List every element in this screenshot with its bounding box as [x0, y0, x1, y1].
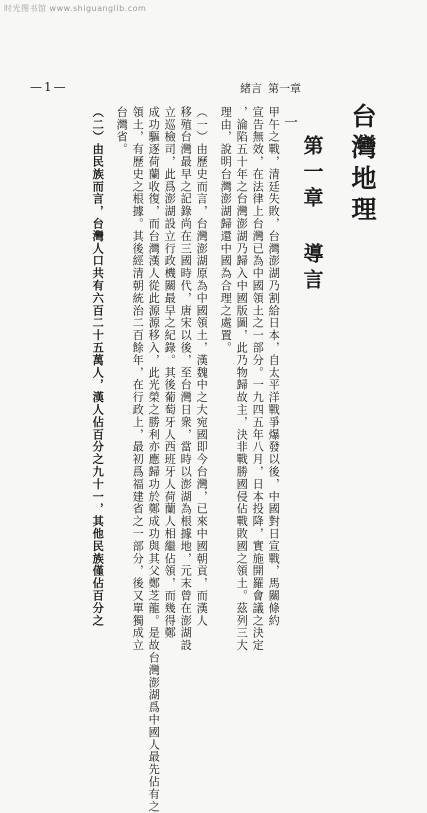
- text-column-6: 移殖台灣最早之記錄尚在三國時代，唐宋以後，至台灣日衆，當時以澎湖為根據地，元末曾在澎湖設: [179, 106, 193, 652]
- text-column-10: 台灣省。: [115, 106, 129, 156]
- section-number: 一: [282, 115, 298, 129]
- running-head-chapter: 第一章: [268, 82, 301, 95]
- text-column-2: 宣告無效，在法律上台灣已為中國領土之一部分。一九四五年八月，日本投降，實施開羅會議之決定: [251, 106, 265, 652]
- chapter-heading: 第一章 導言: [300, 135, 324, 295]
- text-column-7: 立巡檢司，此爲澎湖設立行政機關最早之紀錄。其後葡萄牙人西班牙人荷蘭人相繼佔領，而幾得鄭: [163, 106, 177, 640]
- text-column-11: （二）由民族而言，台灣人口共有六百二十五萬人，漢人佔百分之九十一，其他民族僅佔百分之: [91, 106, 106, 627]
- running-head-title: 緒言: [240, 82, 262, 95]
- page-number: —1—: [30, 80, 68, 94]
- watermark-text: 时光图书馆 www.shiguanglib.com: [4, 4, 147, 13]
- text-column-9: 領土，有歷史之根據。其後經清朝統治二百餘年，在行政上，最初爲福建省之一部分，後又單獨成立: [131, 106, 145, 652]
- book-title: 台灣地理: [348, 103, 377, 227]
- text-column-3: ，淪陷五十年之台灣澎湖乃歸入中國版圖，此乃物歸故主，決非戰勝國侵佔戰敗國之領土。茲列三大: [235, 106, 249, 652]
- text-column-4: 理由，說明台灣澎湖歸還中國為合理之處置。: [219, 106, 233, 354]
- text-column-1: 甲午之戰，清廷失敗，台灣澎湖乃割給日本，自太平洋戰爭爆發以後，中國對日宣戰，馬關條約: [267, 106, 281, 627]
- text-column-5: （一）由歷史而言，台灣澎湖原為中國領土，漢魏中之大宛國即今台灣，已來中國朝貢，而漢人: [195, 106, 209, 627]
- text-column-8: 成功驅逐荷蘭收復，而台灣漢人從此源源移入，此光榮之勝利亦應歸功於鄭成功與其父鄭芝龍。是故台灣澎湖爲中國人最先佔有之: [147, 106, 161, 813]
